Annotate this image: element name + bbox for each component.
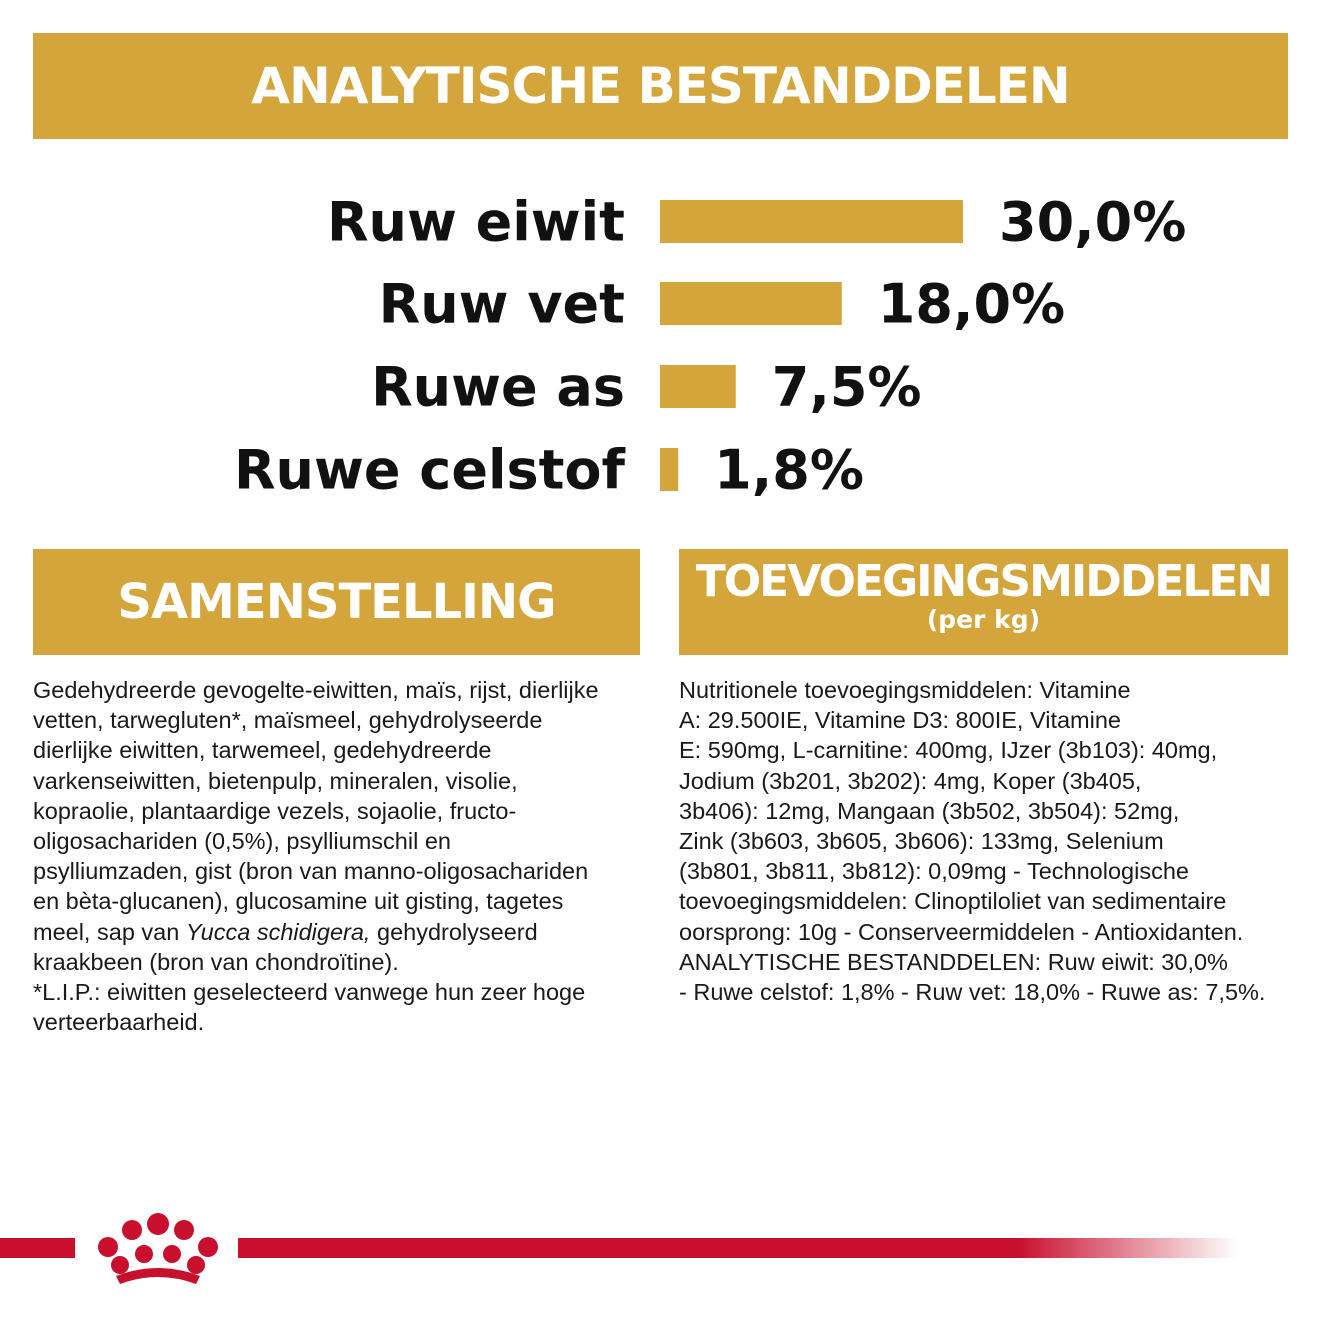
additives-subtitle: (per kg) xyxy=(926,605,1041,634)
composition-text-part1: Gedehydreerde gevogelte-eiwitten, maïs, rijst, dierlijke vetten, tarwegluten*, maïsmeel, gehydrolyseerde dierlijke eiwitten, tarwemeel, gedehydreerde varkenseiwitten, bietenpulp, mineralen, visolie, kopraolie, plantaardige vezels, sojaolie, fructo- oligosachariden (0,5%), psylliumschil en psylliumzaden, gist (bron van manno-oligosachariden en bèta-glucanen), glucosamine uit gisting, tagetes meel, sap van xyxy=(33,677,599,945)
additives-text: Nutritionele toevoegingsmiddelen: Vitamine A: 29.500IE, Vitamine D3: 800IE, Vitamine E: 590mg, L-carnitine: 400mg, IJzer (3b103): 40mg, Jodium (3b201, 3b202): 4mg, Koper (3b405, 3b406): 12mg, Mangaan (3b502, 3b504): 52mg, Zink (3b603, 3b605, 3b606): 133mg, Selenium (3b801, 3b811, 3b812): 0,09mg - Technologische toevoegingsmiddelen: Clinoptiloliet van sedimentaire oorsprong: 10g - Conserveermiddelen - Antioxidanten. ANALYTISCHE BESTANDDELEN: Ruw eiwit: 30,0% - Ruwe celstof: 1,8% - Ruw vet: 18,0% - Ruwe as: 7,5%. xyxy=(679,677,1266,1006)
bar-2 xyxy=(660,365,736,408)
bar-label-1: Ruw vet xyxy=(378,272,625,336)
crown-logo-icon xyxy=(98,1213,218,1284)
additives-header xyxy=(679,549,1288,655)
bar-value-label-2: 7,5% xyxy=(771,355,922,419)
composition-text xyxy=(33,675,658,1037)
analytic-title: ANALYTISCHE BESTANDDELEN xyxy=(251,57,1070,115)
footer-red-strip-left xyxy=(0,1238,75,1258)
bar-value-label-1: 18,0% xyxy=(877,272,1066,336)
nutrient-bar-chart xyxy=(0,160,1320,540)
footer-red-strip-right xyxy=(238,1238,1238,1258)
composition-text-part2: gehydrolyseerd kraakbeen (bron van chondroïtine). *L.I.P.: eiwitten geselecteerd vanwege hun zeer hoge verteerbaarheid. xyxy=(33,918,586,1036)
bar-1 xyxy=(660,282,842,325)
bar-label-2: Ruwe as xyxy=(371,355,625,419)
bar-label-3: Ruwe celstof xyxy=(233,438,625,502)
additives-title: TOEVOEGINGSMIDDELEN xyxy=(695,556,1272,607)
bar-0 xyxy=(660,200,963,243)
composition-header xyxy=(33,549,640,655)
bar-value-label-0: 30,0% xyxy=(999,190,1187,254)
bar-label-0: Ruw eiwit xyxy=(326,190,625,254)
composition-title: SAMENSTELLING xyxy=(117,574,556,630)
footer-brand-strip xyxy=(0,1180,1320,1300)
bar-value-label-3: 1,8% xyxy=(714,438,864,502)
composition-italic-species: Yucca schidigera, xyxy=(185,918,371,945)
analytic-header xyxy=(33,33,1288,139)
bar-3 xyxy=(660,448,678,491)
